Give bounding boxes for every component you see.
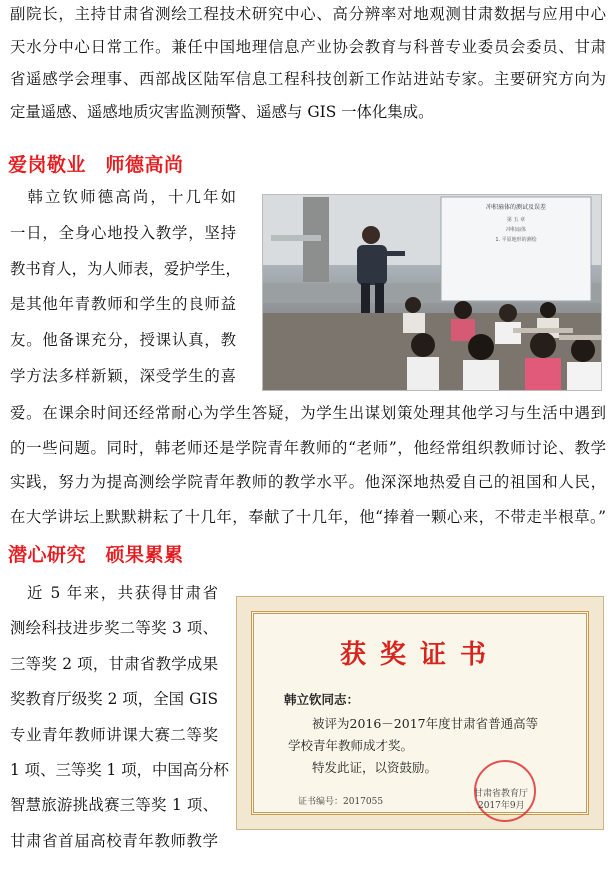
text-line: 学方法多样新颖，深受学生的喜 xyxy=(10,366,236,385)
classroom-photo xyxy=(262,194,602,391)
intro-line: 省遥感学会理事、西部战区陆军信息工程科技创新工作站进站专家。主要研究方向为 xyxy=(10,70,606,88)
slide-title: 冲积扇体的测试及误差 xyxy=(485,204,547,211)
intro-paragraph xyxy=(10,0,606,128)
section1-paragraph-continued xyxy=(10,396,606,534)
section-heading-research: 潜心研究 硕果累累 xyxy=(8,544,184,566)
award-certificate xyxy=(236,596,604,830)
text-line: 实践，努力为提高测绘学院青年教师的教学水平。他深深地热爱自己的祖国和人民， xyxy=(10,473,606,492)
slide-line: 冲积扇体 xyxy=(505,227,527,233)
intro-line: 天水分中心日常工作。兼任中国地理信息产业协会教育与科普专业委员会委员、甘肃 xyxy=(10,37,606,56)
text-line: 的一些问题。同时，韩老师还是学院青年教师的“老师”，他经常组织教师讨论、教学 xyxy=(10,438,606,457)
certificate-border xyxy=(251,611,589,815)
intro-line: 副院长，主持甘肃省测绘工程技术研究中心、高分辨率对地观测甘肃数据与应用中心 xyxy=(10,5,606,23)
certificate-body: 学校青年教师成才奖。 xyxy=(288,738,414,753)
certificate-issuer: 甘肃省教育厅 xyxy=(474,789,529,799)
certificate-body: 被评为2016－2017年度甘肃省普通高等 xyxy=(312,716,539,731)
intro-line: 定量遥感、遥感地质灾害监测预警、遥感与 GIS 一体化集成。 xyxy=(10,102,434,121)
text-line: 一日，全身心地投入教学，坚持 xyxy=(10,223,236,242)
certificate-recipient: 韩立钦同志： xyxy=(284,692,360,707)
text-line: 韩立钦师德高尚，十几年如 xyxy=(10,188,236,206)
text-line: 近 5 年来，共获得甘肃省 xyxy=(10,584,218,602)
slide-line: 1. 平原地形的测绘 xyxy=(495,237,537,243)
text-line: 在大学讲坛上默默耕耘了十几年，奉献了十几年，他“捧着一颗心来，不带走半根草。” xyxy=(10,507,606,526)
slide-line: 第 五 章 xyxy=(506,217,526,223)
text-line: 专业青年教师讲课大赛二等奖 xyxy=(10,725,218,744)
certificate-body: 特发此证，以资鼓励。 xyxy=(312,760,438,775)
text-line: 教书育人，为人师表，爱护学生， xyxy=(10,259,241,278)
section2-side-text xyxy=(10,576,229,859)
text-line: 爱。在课余时间还经常耐心为学生答疑，为学生出谋划策处理其他学习与生活中遇到 xyxy=(10,404,606,422)
text-line: 友。他备课充分，授课认真，教 xyxy=(10,331,236,350)
section1-side-text xyxy=(10,180,241,395)
text-line: 1 项、三等奖 1 项，中国高分杯 xyxy=(10,761,229,780)
section-heading-dedication: 爱岗敬业 师德高尚 xyxy=(8,154,184,176)
certificate-date: 2017年9月 xyxy=(478,801,525,811)
certificate-title: 获奖证书 xyxy=(339,640,500,670)
text-line: 测绘科技进步奖二等奖 3 项、 xyxy=(10,619,218,638)
certificate-number: 证书编号：2017055 xyxy=(298,797,384,807)
text-line: 奖教育厅级奖 2 项，全国 GIS xyxy=(10,690,218,709)
text-line: 是其他年青教师和学生的良师益 xyxy=(10,295,236,314)
classroom-scene xyxy=(263,195,601,390)
text-line: 三等奖 2 项，甘肃省教学成果 xyxy=(10,654,218,673)
text-line: 智慧旅游挑战赛三等奖 1 项、 xyxy=(10,796,218,815)
text-line: 甘肃省首届高校青年教师教学 xyxy=(10,831,218,850)
